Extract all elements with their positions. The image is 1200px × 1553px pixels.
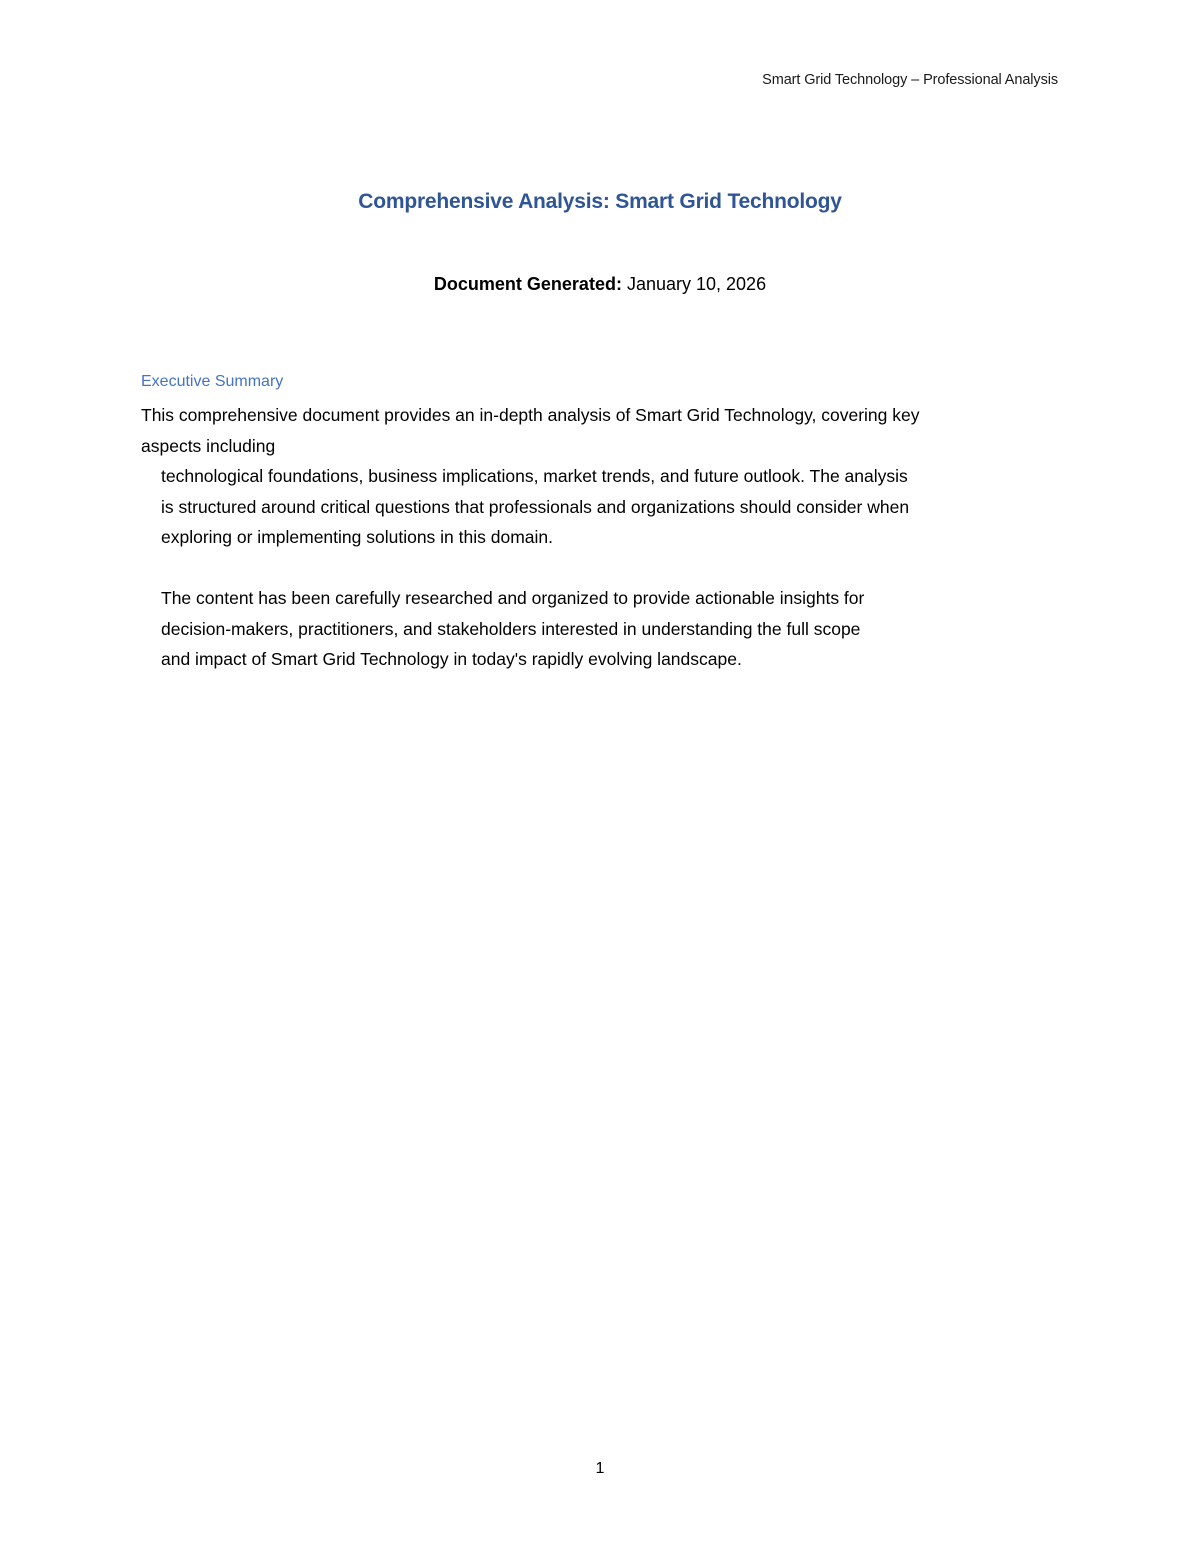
summary-line: and impact of Smart Grid Technology in today's rapidly evolving landscape.	[161, 649, 742, 669]
generated-date: January 10, 2026	[626, 274, 767, 294]
summary-line: This comprehensive document provides an in-depth analysis of Smart Grid Technology, covering key	[141, 405, 920, 425]
executive-summary-heading: Executive Summary	[141, 373, 284, 390]
summary-line: The content has been carefully researched and organized to provide actionable insights for	[161, 588, 865, 608]
page-number: 1	[595, 1460, 605, 1477]
summary-line: aspects including	[141, 435, 276, 456]
document-title: Comprehensive Analysis: Smart Grid Technology	[358, 190, 842, 213]
summary-line: technological foundations, business implications, market trends, and future outlook. The analysis	[161, 466, 908, 486]
executive-summary-body	[141, 400, 1041, 675]
paragraph-spacer	[141, 553, 1041, 584]
summary-line: exploring or implementing solutions in this domain.	[161, 527, 554, 547]
generated-label: Document Generated:	[433, 274, 622, 294]
running-header: Smart Grid Technology – Professional Analysis	[762, 72, 1058, 88]
summary-line: decision-makers, practitioners, and stakeholders interested in understanding the full scope	[161, 618, 861, 639]
summary-line: is structured around critical questions that professionals and organizations should consider when	[161, 496, 910, 517]
generated-date-line	[0, 274, 1200, 295]
